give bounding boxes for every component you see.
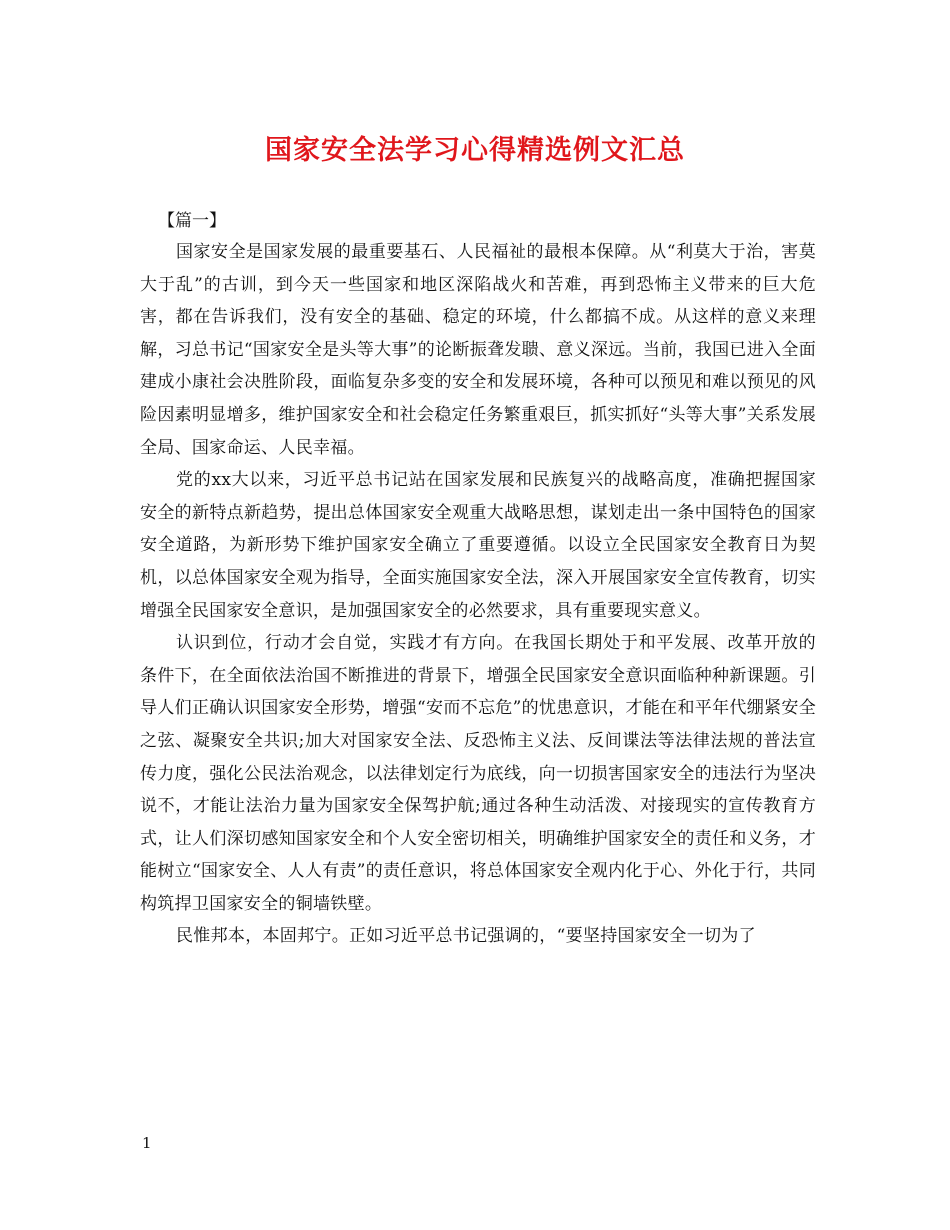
- paragraph: 认识到位，行动才会自觉，实践才有方向。在我国长期处于和平发展、改革开放的条件下，在全面依法治国不断推进的背景下，增强全民国家安全意识面临种种新课题。引导人们正确认识国家安全形势，增强“安而不忘危”的忧患意识，才能在和平年代绷紧安全之弦、凝聚安全共识;加大对国家安全法、反恐怖主义法、反间谍法等法律法规的普法宣传力度，强化公民法治观念，以法律划定行为底线，向一切损害国家安全的违法行为坚决说不，才能让法治力量为国家安全保驾护航;通过各种生动活泼、对接现实的宣传教育方式，让人们深切感知国家安全和个人安全密切相关，明确维护国家安全的责任和义务，才能树立“国家安全、人人有责”的责任意识，将总体国家安全观内化于心、外化于行，共同构筑捍卫国家安全的铜墙铁壁。: [140, 633, 816, 914]
- section-label: 【篇一】: [158, 211, 226, 231]
- paragraph: 党的xx大以来，习近平总书记站在国家发展和民族复兴的战略高度，准确把握国家安全的新特点新趋势，提出总体国家安全观重大战略思想，谋划走出一条中国特色的国家安全道路，为新形势下维护国家安全确立了重要遵循。以设立全民国家安全教育日为契机，以总体国家安全观为指导，全面实施国家安全法，深入开展国家安全宣传教育，切实增强全民国家安全意识，是加强国家安全的必然要求，具有重要现实意义。: [140, 470, 816, 621]
- page-number: 1: [142, 1134, 152, 1152]
- paragraph: 国家安全是国家发展的最重要基石、人民福祉的最根本保障。从“利莫大于治，害莫大于乱”的古训，到今天一些国家和地区深陷战火和苦难，再到恐怖主义带来的巨大危害，都在告诉我们，没有安全的基础、稳定的环境，什么都搞不成。从这样的意义来理解，习总书记“国家安全是头等大事”的论断振聋发聩、意义深远。当前，我国已进入全面建成小康社会决胜阶段，面临复杂多变的安全和发展环境，各种可以预见和难以预见的风险因素明显增多，维护国家安全和社会稳定任务繁重艰巨，抓实抓好“头等大事”关系发展全局、国家命运、人民幸福。: [140, 242, 816, 458]
- body-text: [140, 236, 816, 953]
- document-title: 国家安全法学习心得精选例文汇总: [265, 135, 685, 166]
- paragraph: 民惟邦本，本固邦宁。正如习近平总书记强调的，“要坚持国家安全一切为了: [176, 926, 756, 947]
